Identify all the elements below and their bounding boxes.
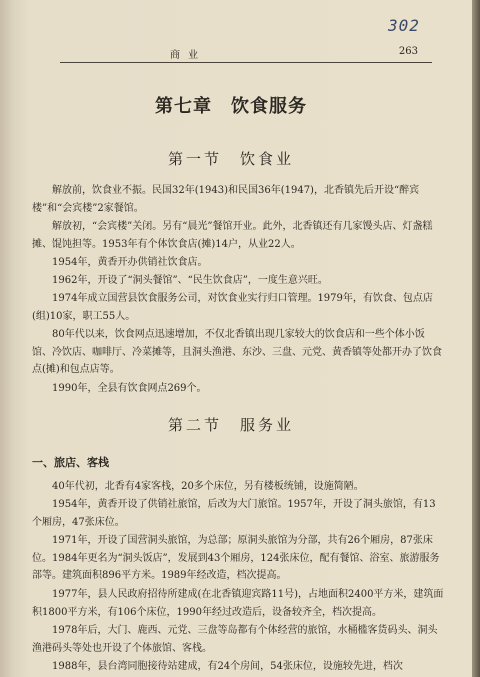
paragraph: 1988年，县台湾同胞接待站建成，有24个房间，54张床位，设施较先进，档次	[52, 661, 403, 672]
paragraph: 解放初，“会宾楼”关闭。另有“晨光”餐馆开业。此外，北香镇还有几家馒头店、灯盏糕摊、馄饨担等。1953年有个体饮食店(摊)14户，从业22人。	[32, 221, 433, 250]
section-title-1: 第一节 饮食业	[167, 150, 294, 168]
paragraph: 40年代初，北香有4家客栈，20多个床位，另有楼板统铺，设施简陋。	[52, 481, 364, 492]
paragraph: 1954年，黄香开设了供销社旅馆，后改为大门旅馆。1957年，开设了洞头旅馆，有13个厢房，47张床位。	[32, 499, 436, 528]
paragraph: 1962年，开设了“洞头餐馆”、“民生饮食店”，一度生意兴旺。	[52, 275, 328, 286]
header-category: 商业	[170, 50, 206, 61]
page-edge	[472, 0, 480, 677]
header-page-number: 263	[398, 46, 418, 57]
handwritten-page-stamp: 302	[388, 16, 420, 35]
paragraph: 1978年后，大门、鹿西、元党、三盘等岛都有个体经营的旅馆，水桶槛客货码头、洞头渔港码头等处也开设了个体旅馆、客栈。	[32, 625, 438, 654]
subsection-title: 一、旅店、客栈	[32, 456, 109, 469]
paragraph: 1971年，开设了国营洞头旅馆，为总部；原洞头旅馆为分部，共有26个厢房，87张床位。1984年更名为“洞头饭店”，发展到43个厢房，124张床位，配有餐馆、浴室、旅游服务部等。建筑面积896平方米。1989年经改造，档次提高。	[32, 535, 440, 581]
paragraph: 1977年，县人民政府招待所建成(在北香镇迎宾路11号)，占地面积2400平方米，建筑面积1800平方米，有106个床位，1990年经过改造后，设备较齐全，档次提高。	[32, 589, 444, 618]
paragraph: 1990年，全县有饮食网点269个。	[52, 383, 207, 394]
chapter-title: 第七章 饮食服务	[155, 96, 307, 117]
section-title-2: 第二节 服务业	[167, 416, 294, 434]
paragraph: 1974年成立国营县饮食服务公司，对饮食业实行归口管理。1979年，有饮食、包点店(组)10家，职工55人。	[32, 293, 433, 322]
paragraph: 1954年，黄香开办供销社饮食店。	[52, 257, 208, 268]
running-header	[60, 44, 432, 63]
paragraph: 80年代以来，饮食网点迅速增加，不仅北香镇出现几家较大的饮食店和一些个体小饭馆、冷饮店、咖啡厅、冷菜摊等，且洞头渔港、东沙、三盘、元党、黄香镇等处都开办了饮食点(摊)和包点店等。	[32, 329, 442, 375]
paragraph: 解放前，饮食业不振。民国32年(1943)和民国36年(1947)，北香镇先后开设“醉宾楼”和“会宾楼”2家餐馆。	[32, 185, 420, 214]
